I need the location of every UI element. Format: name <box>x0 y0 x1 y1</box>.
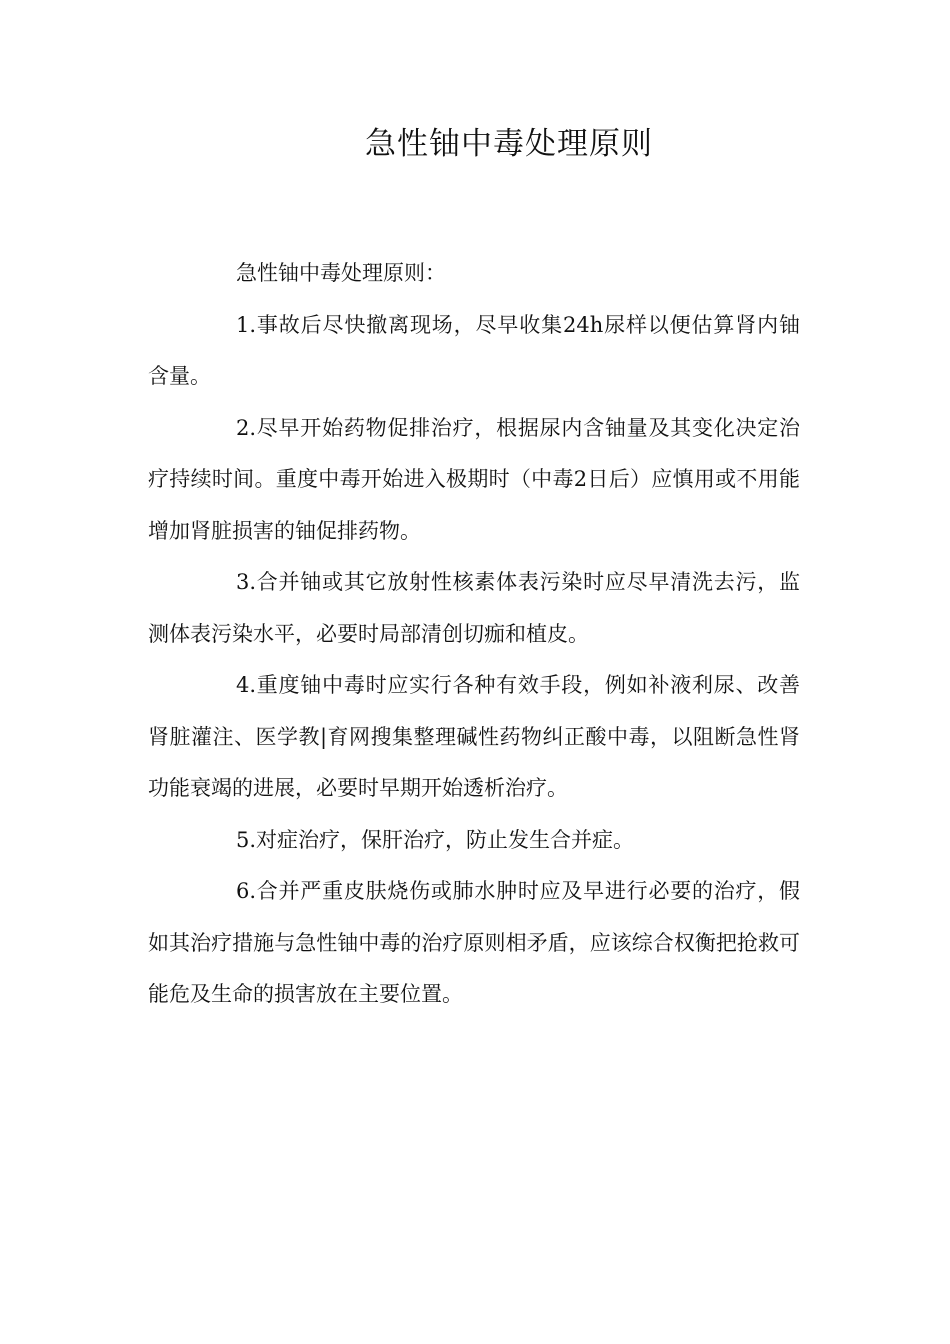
paragraph-6: 6.合并严重皮肤烧伤或肺水肿时应及早进行必要的治疗，假如其治疗措施与急性铀中毒的治疗原则相矛盾，应该综合权衡把抢救可能危及生命的损害放在主要位置。 <box>148 879 800 1006</box>
paragraph-5: 5.对症治疗，保肝治疗，防止发生合并症。 <box>236 827 635 852</box>
paragraph-1: 1.事故后尽快撤离现场，尽早收集24h尿样以便估算肾内铀含量。 <box>148 312 800 388</box>
intro-paragraph: 急性铀中毒处理原则： <box>236 261 446 285</box>
document-title: 急性铀中毒处理原则 <box>365 126 653 162</box>
paragraph-3: 3.合并铀或其它放射性核素体表污染时应尽早清洗去污，监测体表污染水平，必要时局部清创切痂和植皮。 <box>148 570 800 646</box>
paragraph-2: 2.尽早开始药物促排治疗，根据尿内含铀量及其变化决定治疗持续时间。重度中毒开始进入极期时（中毒2日后）应慎用或不用能增加肾脏损害的铀促排药物。 <box>148 415 800 543</box>
paragraph-4: 4.重度铀中毒时应实行各种有效手段，例如补液利尿、改善肾脏灌注、医学教|育网搜集整理碱性药物纠正酸中毒，以阻断急性肾功能衰竭的进展，必要时早期开始透析治疗。 <box>148 673 800 800</box>
document-body <box>148 248 800 1021</box>
